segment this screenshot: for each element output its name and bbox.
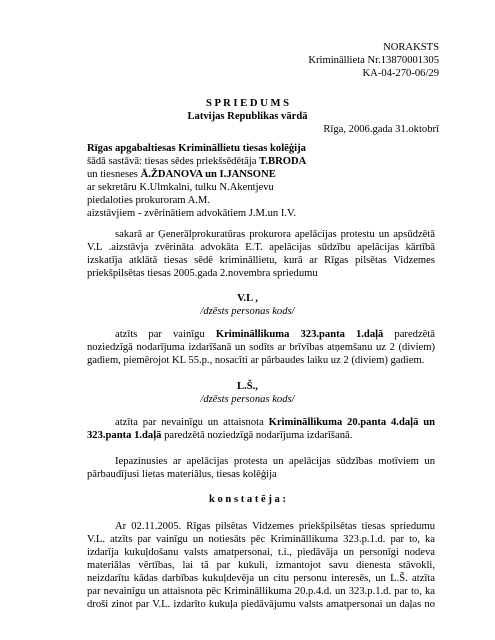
facts-line-7: droši zinot par V.L. izdarīto kukuļa piedāvājumu valsts amatpersonai un daļas no [87, 599, 435, 610]
verdict-1-suffix: paredzētā [383, 329, 435, 340]
facts-line-4: materiālas vērtības, lai tā par kukuli, izmantojot savu dienesta stāvokli, [87, 560, 435, 571]
review-line-2: pārbaudījusi lietas materiālus, tiesas kolēģija [87, 469, 277, 480]
composition-prosecutor: piedaloties prokuroram A.M. [87, 195, 210, 206]
verdict-1-prefix: atzīts par vainīgu [115, 329, 216, 340]
intro-line-4: priekšpilsētas tiesas 2005.gada 2.novembra spriedumu [87, 268, 318, 279]
verdict-2-prefix: atzīta par nevainīgu un attaisnota [115, 417, 269, 428]
verdict-2-suffix: paredzētā noziedzīgā nodarījuma izdarīšanā. [161, 430, 353, 441]
defendant-2-verdict-line-2 [87, 429, 352, 442]
defendant-1-verdict-line-3: gadiem, piemērojot KL 55.p., nosacīti ar pārbaudes laiku uz 2 (diviem) gadiem. [87, 355, 425, 366]
judges-label: un tiesneses [87, 169, 141, 180]
judges-names: Ā.ŽDANOVA un I.JANSONE [140, 169, 276, 180]
facts-line-3: izdarīja kukuļdošanu valsts amatpersonai, t.i., piedāvāja un personīgi nodeva [87, 547, 435, 558]
document-type: NORAKSTS [383, 42, 439, 53]
verdict-2-article-cont: 323.panta 1.daļā [87, 430, 162, 441]
court-name: Rīgas apgabaltiesas Krimināllietu tiesas kolēģija [87, 143, 306, 154]
defendant-1-verdict-line-1 [115, 328, 435, 341]
defendant-2-name: L.Š., [237, 381, 258, 392]
facts-line-1: Ar 02.11.2005. Rīgas pilsētas Vidzemes priekšpilsētas tiesas spriedumu [115, 521, 435, 532]
intro-line-2: V.L .aizstāvja zvērināta advokāta E.T. apelācijas sūdzību apelācijas kārtībā [87, 242, 435, 253]
facts-line-5: neizdarītu kādas darbības kukuļdevēja un citu personu interesēs, un L.Š. atzīta [87, 573, 435, 584]
composition-judges [87, 168, 276, 181]
ka-number: KA-04-270-06/29 [362, 68, 439, 79]
defendant-2-verdict-line-1 [115, 416, 435, 429]
place-date: Rīga, 2006.gada 31.oktobrī [323, 124, 439, 135]
composition-secretary: ar sekretāru K.Ulmkalni, tulku N.Akentjevu [87, 182, 274, 193]
facts-line-6: par nevainīgu un attaisnota pēc Krimināllikuma 20.p.4.d. un 323.p.1.d. par to, ka [87, 586, 435, 597]
defendant-1-name: V.L , [237, 293, 258, 304]
judgment-title: S P R I E D U M S [206, 98, 289, 109]
chair-label: šādā sastāvā: tiesas sēdes priekšsēdētāja [87, 156, 260, 167]
defendant-1-code: /dzēsts personas kods/ [200, 306, 295, 317]
chair-name: T.BRODA [259, 156, 307, 167]
defendant-1-verdict-line-2: noziedzīgā nodarījuma izdarīšanā un sodīts ar brīvības atņemšanu uz 2 (diviem) [87, 342, 435, 353]
defendant-2-code: /dzēsts personas kods/ [200, 394, 295, 405]
intro-line-3: izskatīja atklātā tiesas sēdē krimināllietu, kurā ar Rīgas pilsētas Vidzemes [87, 255, 435, 266]
composition-chair [87, 155, 306, 168]
review-line-1: Iepazinusies ar apelācijas protesta un apelācijas sūdzības motīviem un [115, 456, 435, 467]
intro-line-1: sakarā ar Ģenerālprokuratūras prokurora apelācijas protestu un apsūdzētā [115, 229, 435, 240]
verdict-2-article: Krimināllikuma 20.panta 4.daļā un [268, 417, 435, 428]
konstateja-heading: k o n s t a t ē j a : [208, 494, 287, 505]
composition-defenders: aizstāvjiem - zvērinātiem advokātiem J.M.un I.V. [87, 208, 296, 219]
republic-name: Latvijas Republikas vārdā [187, 111, 308, 122]
case-number: Krimināllieta Nr.13870001305 [308, 55, 439, 66]
facts-line-2: V.L. atzīts par vainīgu un notiesāts pēc Krimināllikuma 323.p.1.d. par to, ka [87, 534, 435, 545]
verdict-1-article: Krimināllikuma 323.panta 1.daļā [215, 329, 384, 340]
